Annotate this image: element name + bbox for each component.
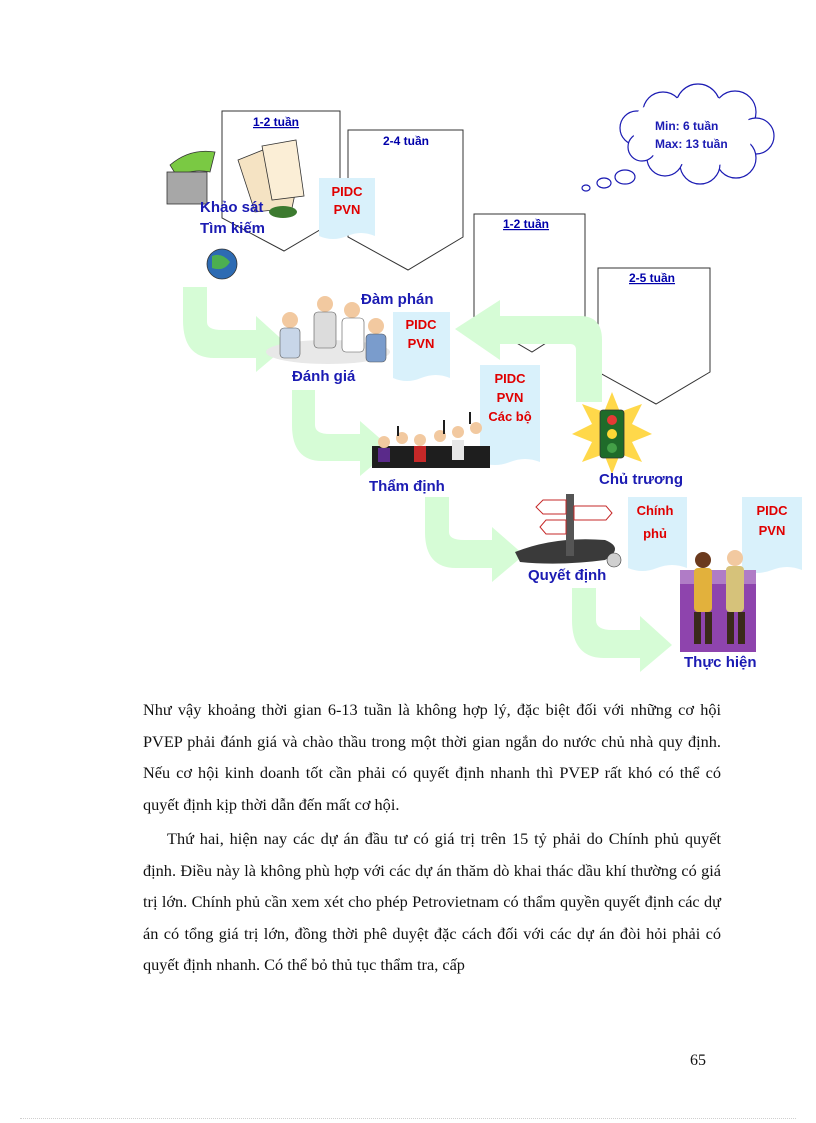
agency-box-4-line2: phủ [643,526,667,541]
cloud-min-label: Min: 6 tuần [655,119,719,133]
agency-box-4-line1: Chính [636,503,674,518]
page-number: 65 [690,1052,706,1069]
duration-label-1: 1-2 tuần [253,115,300,129]
duration-label-4: 2-5 tuần [629,271,676,285]
stage-implementation: Thực hiện [684,654,757,671]
flow-arrow-4 [572,588,672,672]
agency-box-3-line1: PIDC [494,371,526,386]
flow-arrow-3 [425,497,524,582]
stage-policy: Chủ trương [599,471,684,488]
duration-label-2: 2-4 tuần [383,134,430,148]
duration-label-3: 1-2 tuần [503,217,550,231]
agency-box-1-line2: PVN [333,202,361,217]
agency-box-5-line2: PVN [758,523,786,538]
agency-box-2-line2: PVN [407,336,435,351]
cloud-max-label: Max: 13 tuần [655,137,728,151]
agency-box-2-line1: PIDC [405,317,437,332]
page-bottom-rule [20,1118,796,1119]
paragraph-1 [143,694,721,820]
stage-survey-line2: Tìm kiếm [200,220,266,237]
stage-survey-line1: Khảo sát [200,199,264,216]
stage-negotiation: Đàm phán [361,291,434,308]
stage-evaluation: Đánh giá [292,368,356,385]
agency-box-1-line1: PIDC [331,184,363,199]
paragraph-2-text: Thứ hai, hiện nay các dự án đầu tư có giá trị trên 15 tỷ phải do Chính phủ quyết định. Điều này là không phù hợp với các dự án thăm dò khai thác dầu khí thường có giá trị lớn. Chính phủ cần xem xét cho phép Petrovietnam có thẩm quyền quyết định các dự án có tổng giá trị lớn, đồng thời phê duyệt đặc cách đối với các dự án đòi hỏi phải có quyết định nhanh. Có thể bỏ thủ tục thẩm tra, cấp [143,829,721,974]
duration-box-4 [598,268,710,404]
stage-decision: Quyết định [528,567,607,584]
agency-box-3-line3: Các bộ [488,409,532,424]
signpost-clipart [515,494,621,567]
traffic-light-clipart [572,392,652,474]
paragraph-1-text: Như vậy khoảng thời gian 6-13 tuần là không hợp lý, đặc biệt đối với những cơ hội PVEP phải đánh giá và chào thầu trong một thời gian ngắn do nước chủ nhà quy định. Nếu cơ hội kinh doanh tốt cần phải có quyết định nhanh thì PVEP rất khó có thể có quyết định kịp thời dẫn đến mất cơ hội. [143,700,721,814]
audience-clipart [372,412,490,468]
stage-appraisal: Thẩm định [369,478,445,495]
agency-box-5-line1: PIDC [756,503,788,518]
flow-arrow-1 [183,287,288,372]
agency-box-3-line2: PVN [496,390,524,405]
paragraph-2 [143,823,721,981]
